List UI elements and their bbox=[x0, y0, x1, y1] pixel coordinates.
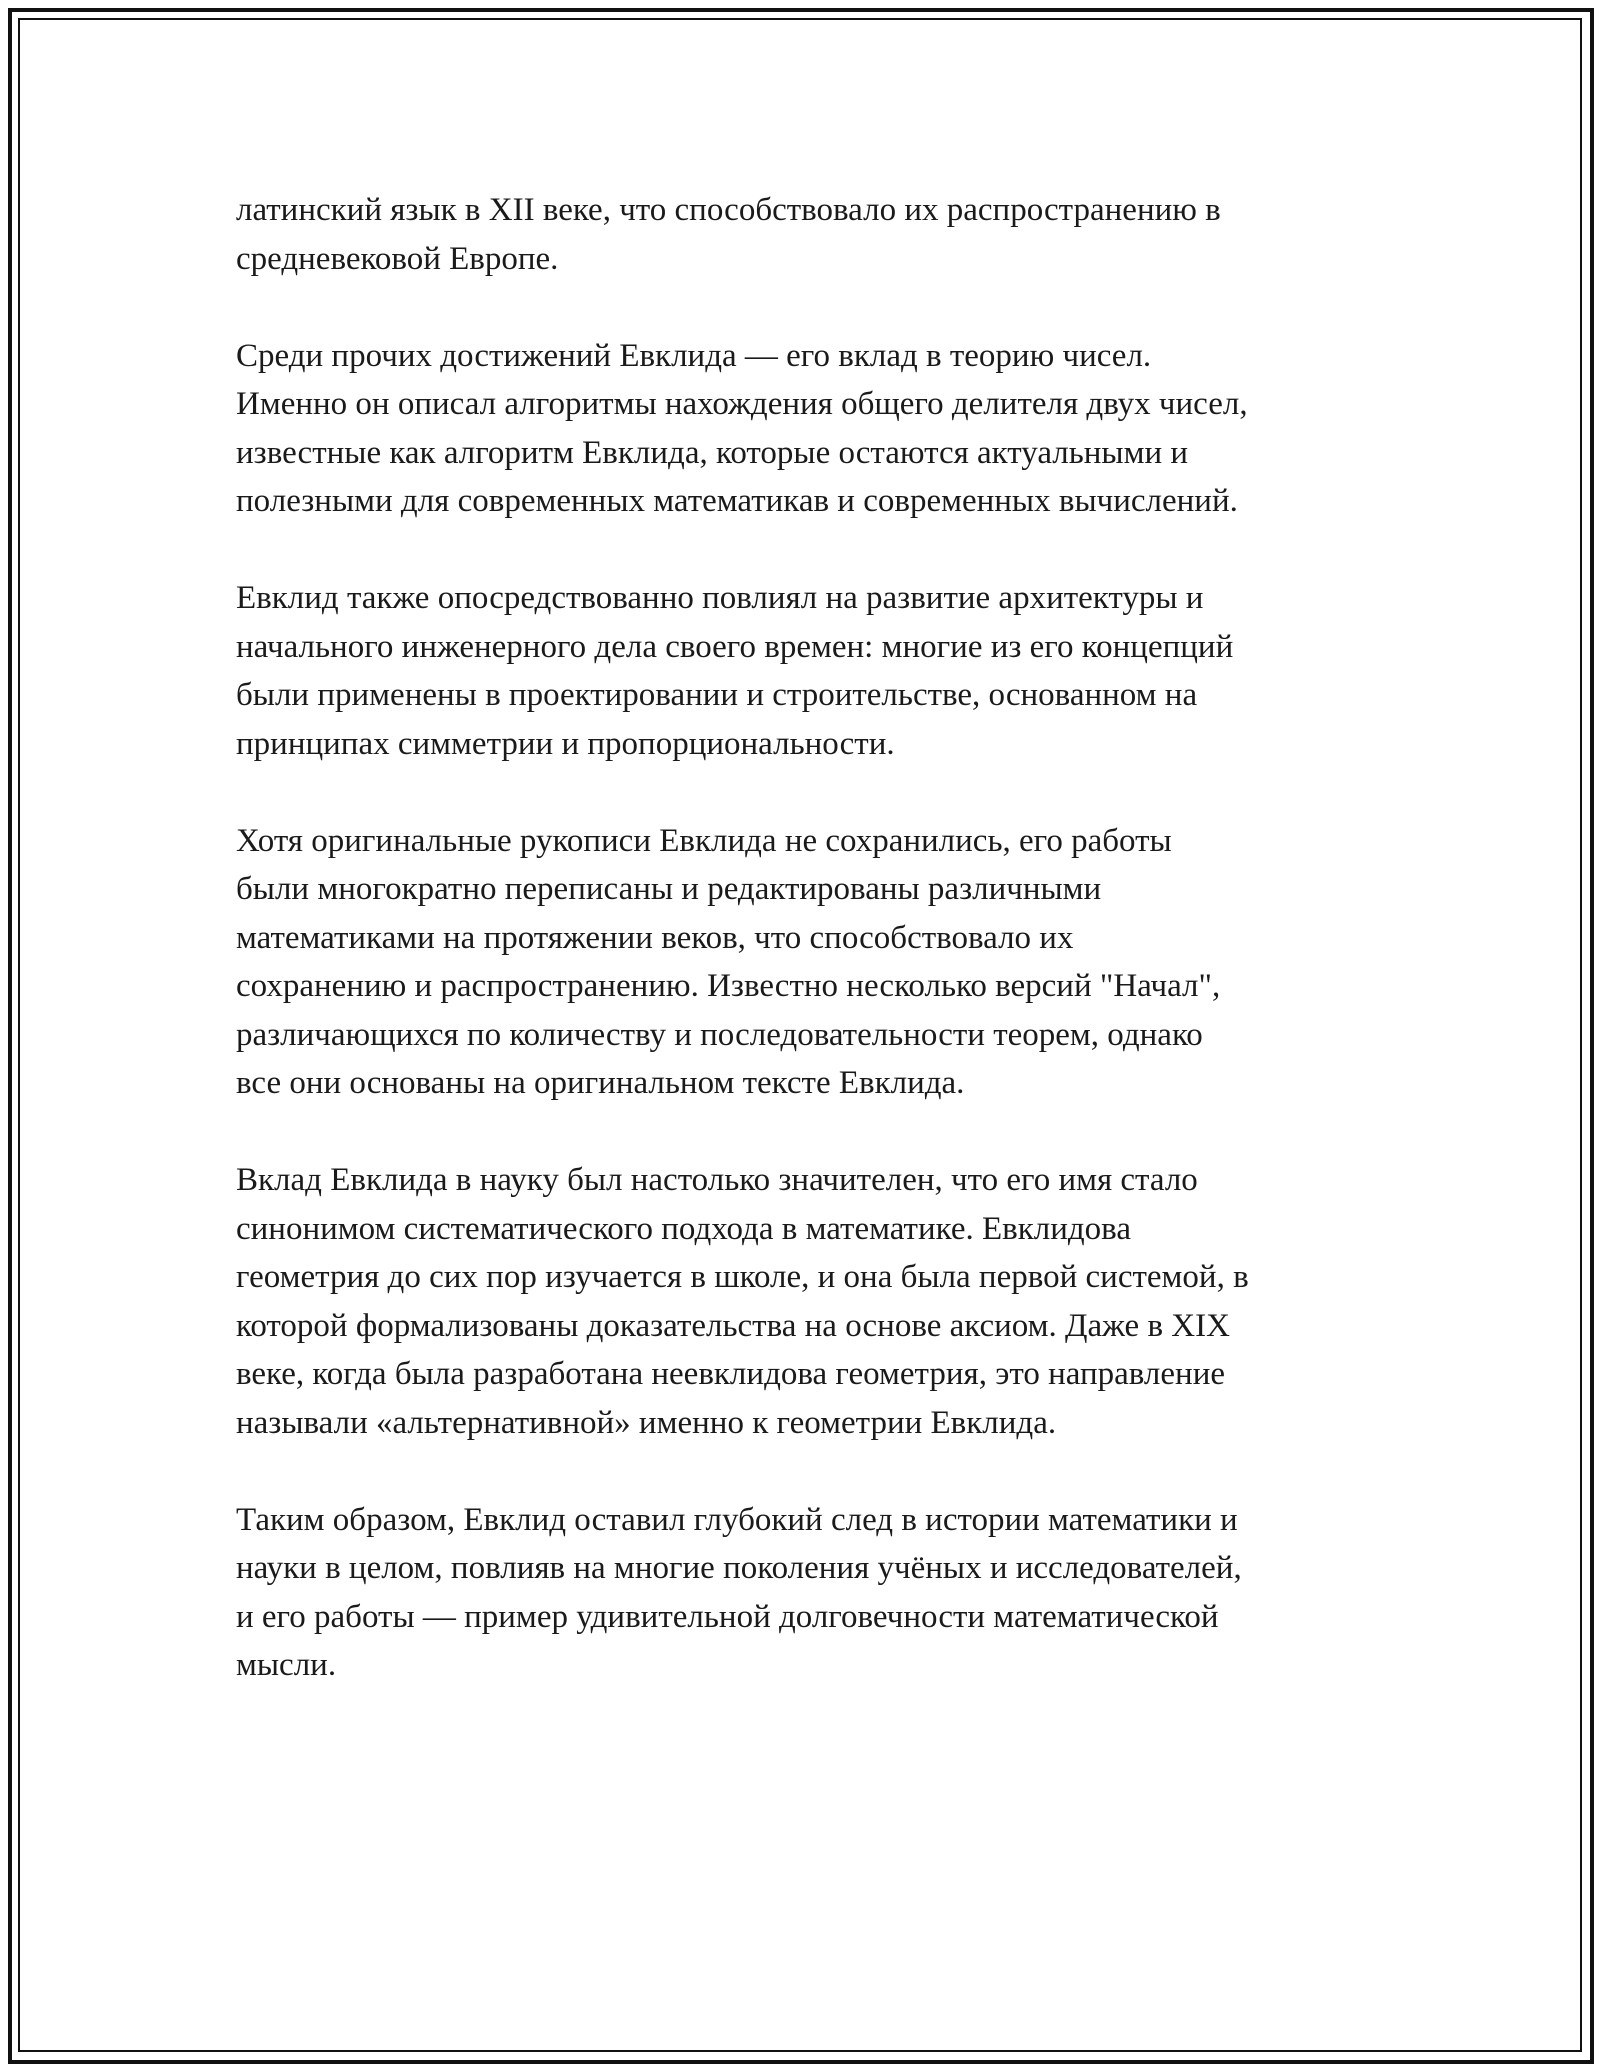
paragraph-5: Вклад Евклида в науку был настолько значителен, что его имя стало синонимом систематического подхода в математике. Евклидова геометрия до сих пор изучается в школе, и она была первой системой, в которой формализованы доказательства на основе аксиом. Даже в XIX веке, когда была разработана неевклидова геометрия, это направление называли «альтернативной» именно к геометрии Евклида. bbox=[236, 1162, 1249, 1441]
document-body bbox=[236, 186, 1376, 1738]
paragraph-3: Евклид также опосредствованно повлиял на развитие архитектуры и начального инженерного дела своего времен: многие из его концепций были применены в проектировании и строительстве, основанном на принципах симметрии и пропорциональности. bbox=[236, 580, 1234, 762]
paragraph-4: Хотя оригинальные рукописи Евклида не сохранились, его работы были многократно переписаны и редактированы различными математиками на протяжении веков, что способствовало их сохранению и распространению. Известно несколько версий "Начал", различающихся по количеству и последовательности теорем, однако все они основаны на оригинальном тексте Евклида. bbox=[236, 822, 1221, 1101]
paragraph-6: Таким образом, Евклид оставил глубокий след в истории математики и науки в целом, повлияв на многие поколения учёных и исследователей, и его работы — пример удивительной долговечности математической мысли. bbox=[236, 1501, 1242, 1683]
paragraph-1: латинский язык в XII веке, что способствовало их распространению в средневековой Европе. bbox=[236, 192, 1221, 277]
paragraph-2: Среди прочих достижений Евклида — его вклад в теорию чисел. Именно он описал алгоритмы нахождения общего делителя двух чисел, известные как алгоритм Евклида, которые остаются актуальными и полезными для современных математикав и современных вычислений. bbox=[236, 337, 1248, 519]
